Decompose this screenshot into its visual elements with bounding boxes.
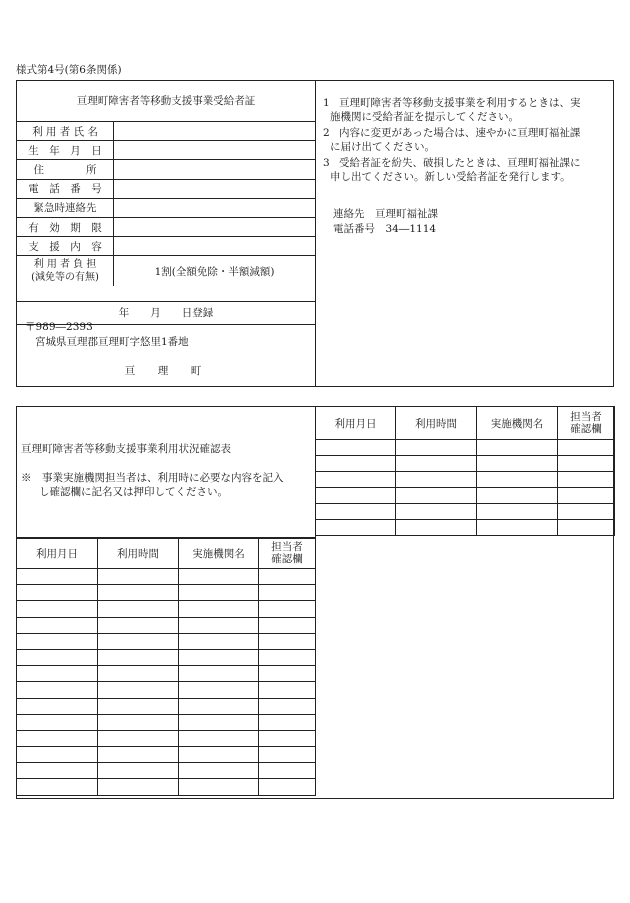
record-cell[interactable] [259, 617, 316, 633]
record-row [316, 472, 615, 488]
record-cell[interactable] [558, 456, 615, 472]
record-cell[interactable] [558, 520, 615, 536]
record-cell[interactable] [17, 779, 98, 795]
record-row [17, 569, 316, 585]
record-cell[interactable] [558, 440, 615, 456]
postal-code: 〒989―2393 [25, 321, 93, 333]
record-row [17, 682, 316, 698]
record-cell[interactable] [259, 601, 316, 617]
record-cell[interactable] [558, 488, 615, 504]
record-cell[interactable] [179, 617, 259, 633]
burden-label-line1: 利 用 者 負 担 [33, 259, 97, 271]
record-row [17, 714, 316, 730]
record-cell[interactable] [396, 520, 477, 536]
field-value-phone[interactable] [114, 179, 316, 198]
record-cell[interactable] [316, 488, 396, 504]
record-cell[interactable] [179, 633, 259, 649]
record-row [17, 666, 316, 682]
record-cell[interactable] [396, 456, 477, 472]
field-row [17, 217, 315, 236]
field-row [17, 122, 315, 141]
record-cell[interactable] [98, 649, 179, 665]
record-cell[interactable] [98, 633, 179, 649]
record-cell[interactable] [17, 730, 98, 746]
record-cell[interactable] [17, 698, 98, 714]
field-row [17, 198, 315, 217]
record-cell[interactable] [17, 714, 98, 730]
record-cell[interactable] [98, 569, 179, 585]
record-cell[interactable] [17, 649, 98, 665]
record-cell[interactable] [17, 569, 98, 585]
record-cell[interactable] [396, 488, 477, 504]
record-cell[interactable] [179, 682, 259, 698]
record-cell[interactable] [98, 730, 179, 746]
grid-header-row [17, 538, 316, 569]
field-value-address[interactable] [114, 160, 316, 179]
record-cell[interactable] [259, 633, 316, 649]
field-label-support: 支 援 内 容 [17, 237, 114, 256]
record-cell[interactable] [259, 779, 316, 795]
record-cell[interactable] [17, 633, 98, 649]
record-cell[interactable] [259, 569, 316, 585]
issuer-name: 亘 理 町 [124, 365, 208, 377]
burden-label-line2: (減免等の有無) [31, 272, 99, 284]
col-date-header: 利用月日 [316, 407, 396, 440]
field-row [17, 179, 315, 198]
col-staff-header: 担当者 確認欄 [558, 407, 615, 440]
address-line: 宮城県亘理郡亘理町字悠里1番地 [35, 336, 189, 348]
record-cell[interactable] [17, 763, 98, 779]
col-time-header: 利用時間 [396, 407, 477, 440]
record-cell[interactable] [179, 569, 259, 585]
record-cell[interactable] [98, 666, 179, 682]
record-cell[interactable] [179, 763, 259, 779]
record-cell[interactable] [259, 730, 316, 746]
recipient-certificate [16, 80, 614, 387]
usage-note: ※ 事業実施機関担当者は、利用時に必要な内容を記入 し確認欄に記名又は押印してください。 [21, 472, 284, 498]
record-row [17, 601, 316, 617]
record-row [17, 585, 316, 601]
record-cell[interactable] [179, 698, 259, 714]
col-agency-header: 実施機関名 [179, 538, 259, 569]
field-value-support[interactable] [114, 237, 316, 256]
record-row [316, 456, 615, 472]
record-row [17, 779, 316, 795]
issuer-address [25, 320, 189, 350]
field-value-emergency-contact[interactable] [114, 198, 316, 217]
record-row [17, 730, 316, 746]
record-cell[interactable] [179, 649, 259, 665]
record-cell[interactable] [477, 440, 558, 456]
record-cell[interactable] [17, 585, 98, 601]
record-cell[interactable] [477, 488, 558, 504]
record-cell[interactable] [316, 520, 396, 536]
record-cell[interactable] [98, 747, 179, 763]
record-cell[interactable] [98, 763, 179, 779]
record-cell[interactable] [477, 520, 558, 536]
record-cell[interactable] [98, 714, 179, 730]
field-label-phone: 電 話 番 号 [17, 179, 114, 198]
record-cell[interactable] [179, 585, 259, 601]
record-cell[interactable] [259, 714, 316, 730]
field-row [17, 160, 315, 179]
field-label-validity: 有 効 期 限 [17, 217, 114, 236]
record-cell[interactable] [259, 698, 316, 714]
note-item: 1 亘理町障害者等移動支援事業を利用するときは、実 施機関に受給者証を提示してください。 [323, 97, 581, 123]
record-row [17, 617, 316, 633]
record-row [17, 633, 316, 649]
record-cell[interactable] [98, 617, 179, 633]
certificate-title: 亘理町障害者等移動支援事業受給者証 [76, 95, 256, 107]
record-cell[interactable] [316, 504, 396, 520]
record-cell[interactable] [316, 456, 396, 472]
record-cell[interactable] [259, 649, 316, 665]
certificate-notes [317, 81, 613, 386]
record-cell[interactable] [179, 779, 259, 795]
field-value-validity[interactable] [114, 217, 316, 236]
record-cell[interactable] [98, 779, 179, 795]
record-cell[interactable] [259, 682, 316, 698]
usage-record [16, 406, 614, 799]
contact-phone: 電話番号 34―1114 [333, 223, 437, 235]
field-row-burden [17, 256, 315, 287]
record-cell[interactable] [396, 504, 477, 520]
record-cell[interactable] [477, 456, 558, 472]
record-cell[interactable] [98, 585, 179, 601]
record-cell[interactable] [316, 440, 396, 456]
col-date-header: 利用月日 [17, 538, 98, 569]
record-row [17, 698, 316, 714]
field-label-birthdate: 生 年 月 日 [17, 141, 114, 160]
record-cell[interactable] [98, 601, 179, 617]
record-cell[interactable] [17, 617, 98, 633]
usage-grid-right [315, 406, 615, 536]
record-cell[interactable] [259, 747, 316, 763]
col-time-header: 利用時間 [98, 538, 179, 569]
col-agency-header: 実施機関名 [477, 407, 558, 440]
certificate-fields [17, 121, 315, 286]
record-cell[interactable] [316, 472, 396, 488]
record-row [316, 440, 615, 456]
field-row [17, 141, 315, 160]
record-cell[interactable] [179, 747, 259, 763]
record-row [17, 747, 316, 763]
record-cell[interactable] [179, 601, 259, 617]
record-cell[interactable] [259, 585, 316, 601]
field-label-burden [17, 256, 114, 287]
col-staff-header: 担当者 確認欄 [259, 538, 316, 569]
record-cell[interactable] [17, 666, 98, 682]
field-label-address: 住 所 [17, 160, 114, 179]
record-row [17, 763, 316, 779]
form-number: 様式第4号(第6条関係) [16, 64, 122, 76]
record-cell[interactable] [259, 763, 316, 779]
record-cell[interactable] [98, 698, 179, 714]
record-cell[interactable] [17, 682, 98, 698]
grid-header-row [316, 407, 615, 440]
registration-date: 年 月 日登録 [17, 301, 315, 325]
record-cell[interactable] [396, 472, 477, 488]
record-row [316, 488, 615, 504]
usage-description [17, 407, 316, 539]
field-row [17, 237, 315, 256]
record-row [316, 520, 615, 536]
record-cell[interactable] [17, 601, 98, 617]
record-cell[interactable] [179, 714, 259, 730]
record-cell[interactable] [477, 504, 558, 520]
field-value-name[interactable] [114, 122, 316, 141]
record-cell[interactable] [17, 747, 98, 763]
contact-office: 連絡先 亘理町福祉課 [333, 208, 438, 220]
record-row [17, 649, 316, 665]
usage-title: 亘理町障害者等移動支援事業利用状況確認表 [21, 443, 231, 455]
record-cell[interactable] [179, 666, 259, 682]
note-item: 3 受給者証を紛失、破損したときは、亘理町福祉課に 申し出てください。新しい受給者証を発行します。 [323, 157, 581, 183]
record-row [316, 504, 615, 520]
field-value-birthdate[interactable] [114, 141, 316, 160]
certificate-front [17, 81, 316, 386]
record-cell[interactable] [558, 472, 615, 488]
record-cell[interactable] [477, 472, 558, 488]
usage-grid-left [16, 537, 316, 796]
note-item: 2 内容に変更があった場合は、速やかに亘理町福祉課 に届け出てください。 [323, 127, 581, 153]
record-cell[interactable] [179, 730, 259, 746]
field-label-emergency-contact: 緊急時連絡先 [17, 198, 114, 217]
record-cell[interactable] [259, 666, 316, 682]
record-cell[interactable] [396, 440, 477, 456]
field-label-name: 利 用 者 氏 名 [17, 122, 114, 141]
record-cell[interactable] [98, 682, 179, 698]
field-value-burden: 1割(全額免除・半額減額) [114, 256, 316, 287]
record-cell[interactable] [558, 504, 615, 520]
